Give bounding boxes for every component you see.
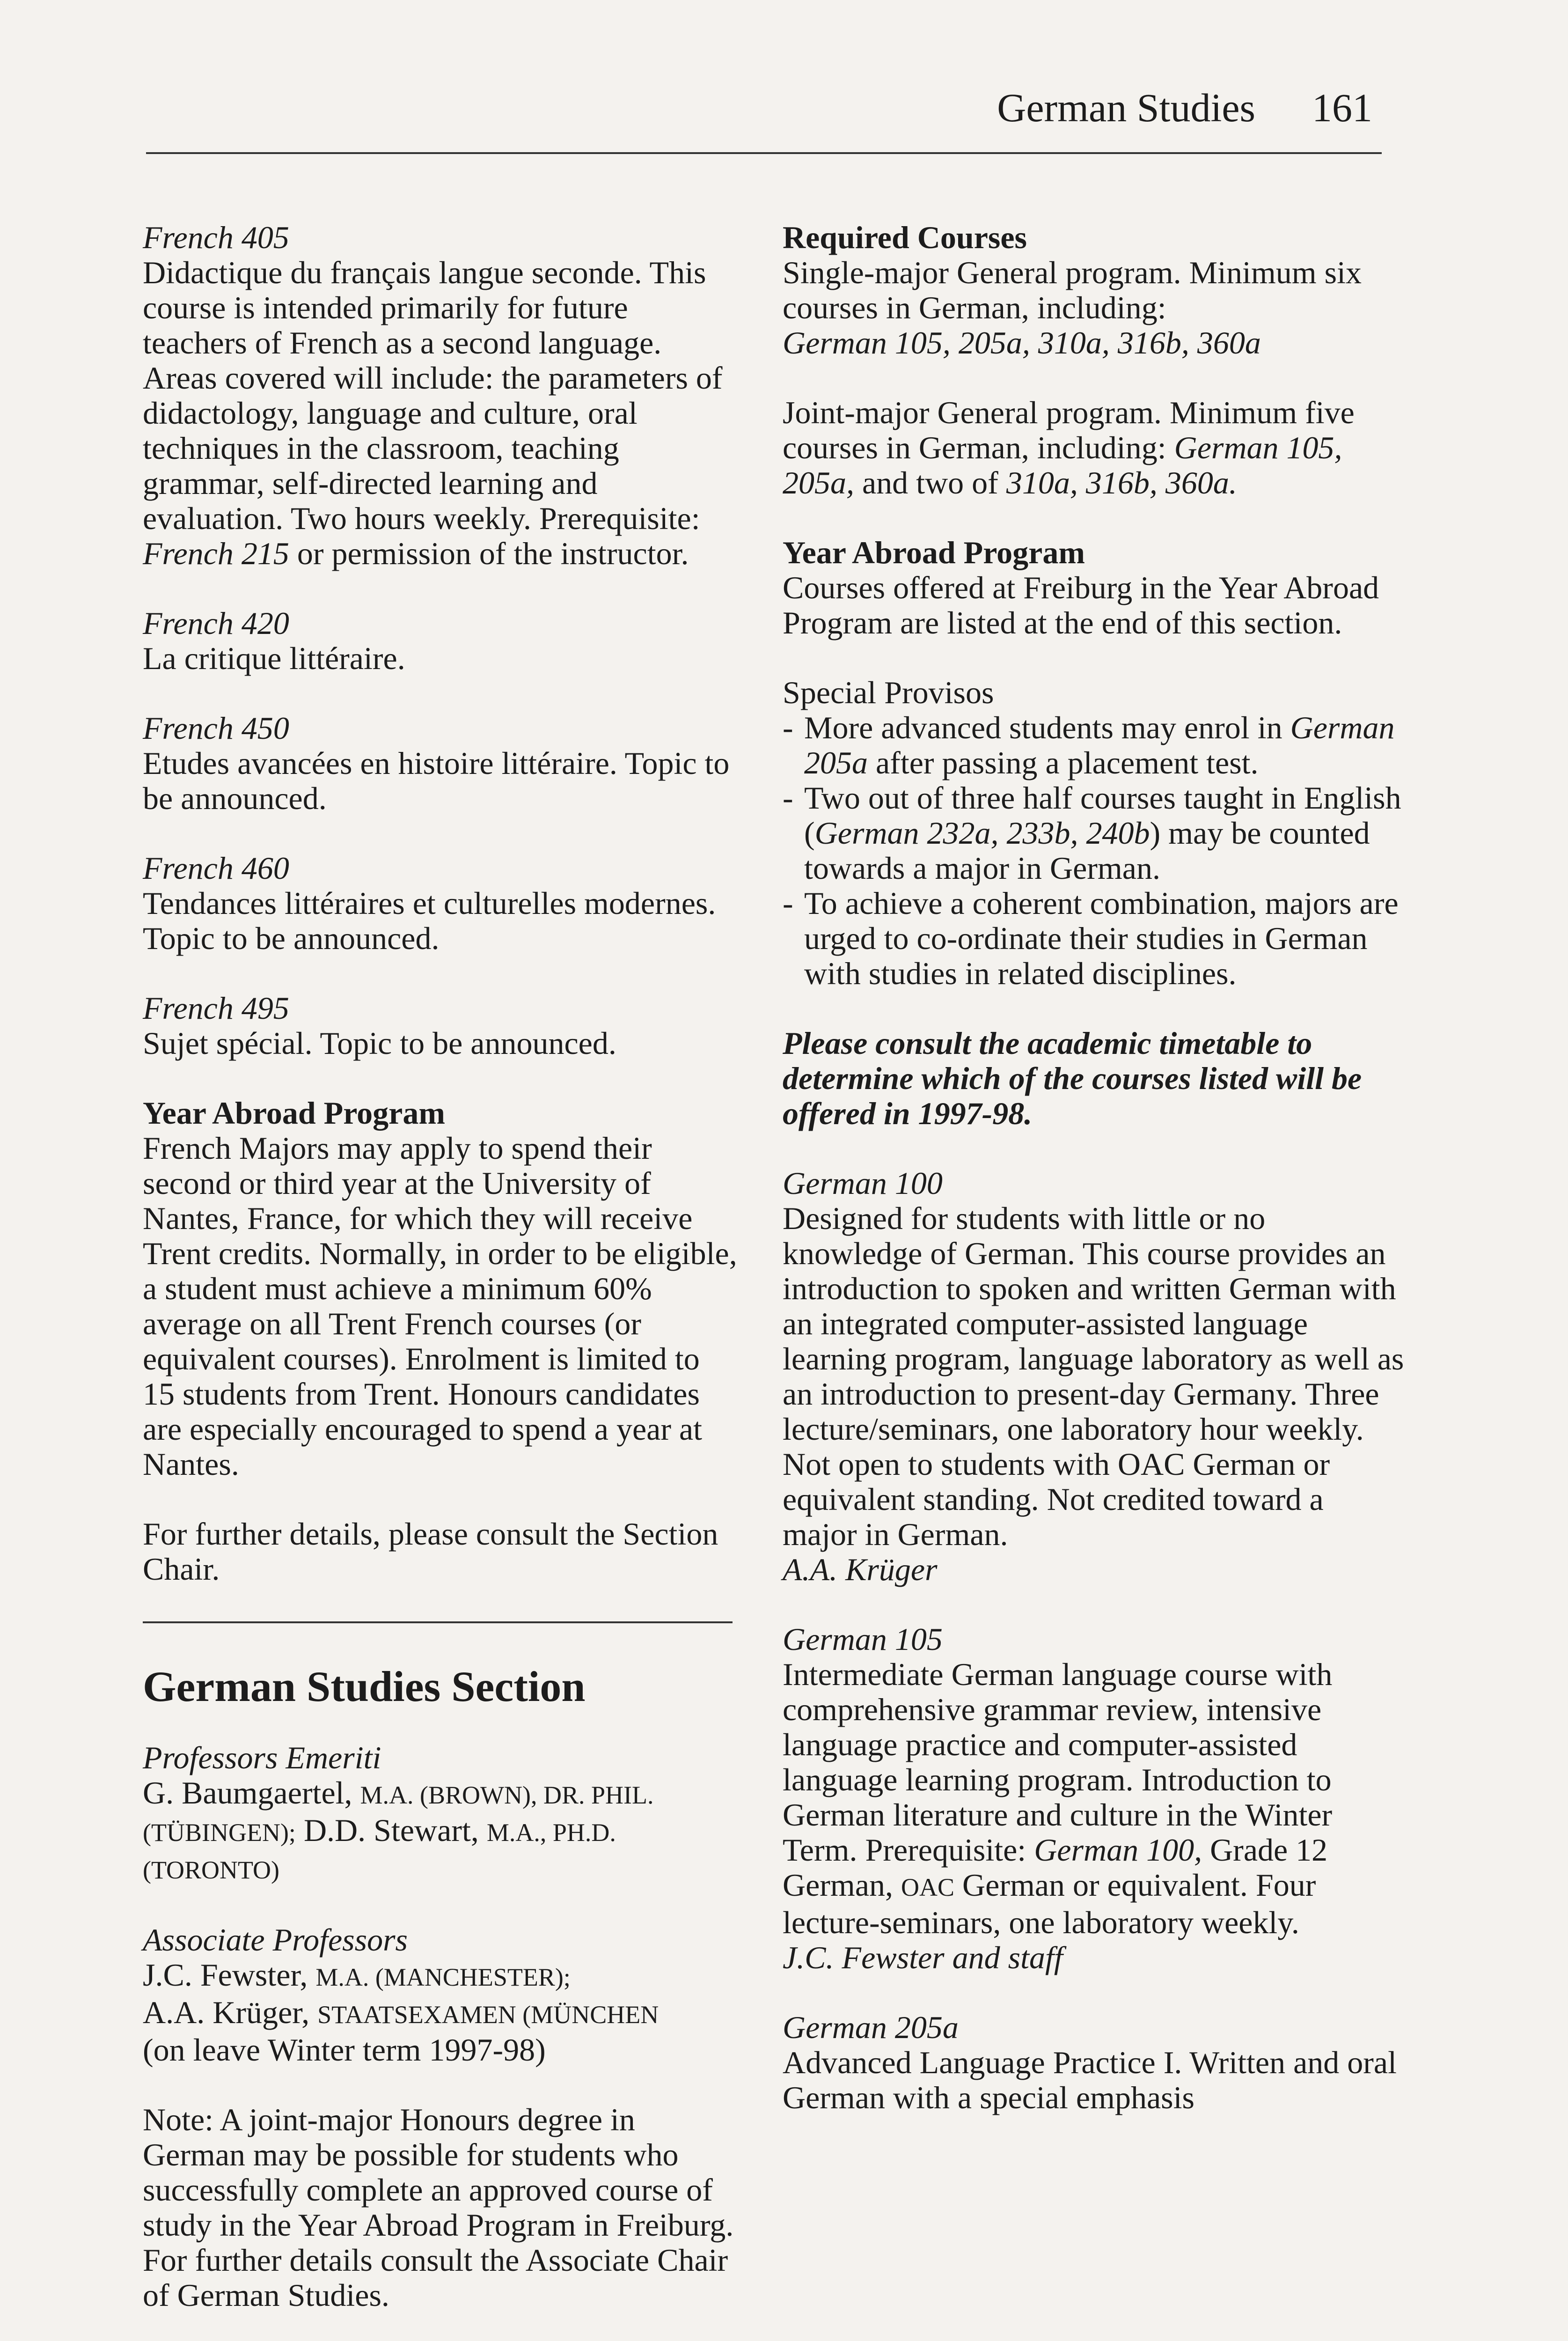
faculty-name: D.D. Stewart, — [303, 1812, 479, 1848]
faculty-credentials: (TORONTO) — [143, 1856, 279, 1884]
faculty-list — [143, 1775, 737, 1888]
desc-text: Didactique du français langue seconde. This course is intended primarily for future teachers of French as a second language. Areas covered will include: the parameters of didactology, language and culture, oral techniques in the classroom, teaching grammar, self-directed learning and evaluation. Two hours weekly. Prerequisite: — [143, 255, 723, 536]
faculty-list — [143, 1958, 737, 2068]
timetable-notice — [783, 1026, 1405, 1131]
course-german-100 — [783, 1166, 1405, 1587]
course-description — [143, 255, 737, 571]
course-code: German 100 — [783, 1165, 943, 1201]
further-details-text: For further details, please consult the Section Chair. — [143, 1516, 718, 1587]
section-title: German Studies Section — [143, 1663, 586, 1710]
page-number: 161 — [1312, 85, 1372, 130]
single-major-text: Single-major General program. Minimum six courses in German, including: — [783, 255, 1362, 325]
faculty-label: Associate Professors — [143, 1922, 408, 1958]
course-instructor: A.A. Krüger — [783, 1552, 938, 1587]
provisos-label: Special Provisos — [783, 675, 994, 710]
timetable-notice-text: Please consult the academic timetable to determine which of the courses listed will be offered in 1997-98. — [783, 1025, 1362, 1131]
right-column — [783, 220, 1405, 2150]
course-code: German 105 — [783, 1621, 943, 1657]
faculty-label: Professors Emeriti — [143, 1740, 381, 1775]
desc-text: German or equivalent. Four lecture-seminars, one laboratory weekly. — [783, 1867, 1316, 1940]
proviso-course: German 205a — [804, 710, 1395, 780]
faculty-credentials: M.A. (MANCHESTER); — [315, 1963, 571, 1991]
faculty-credentials: (TÜBINGEN); — [143, 1818, 296, 1847]
course-description: Advanced Language Practice I. Written and oral German with a special emphasis — [783, 2045, 1397, 2115]
course-french-495 — [143, 991, 737, 1061]
course-code: French 420 — [143, 605, 289, 641]
list-item — [783, 780, 1405, 886]
course-code: French 460 — [143, 850, 289, 886]
section-divider — [143, 1621, 733, 1623]
special-provisos — [783, 675, 1405, 991]
year-abroad-text: French Majors may apply to spend their second or third year at the University of Nantes, France, for which they will receive Trent credits. Normally, in order to be eligible, a student must achieve a minimum 60% average on all Trent French courses (or equivalent courses). Enrolment is limited to 15 students from Trent. Honours candidates are especially encouraged to spend a year at Nantes. — [143, 1130, 737, 1482]
note-text: Note: A joint-major Honours degree in German may be possible for students who successfully complete an approved course of study in the Year Abroad Program in Freiburg. For further details consult the Associate Chair of German Studies. — [143, 2102, 734, 2313]
joint-text: Joint-major General program. Minimum five courses in German, including: — [783, 395, 1355, 465]
joint-courses: German 105, 205a, — [783, 430, 1342, 501]
joint-and: and two of — [862, 465, 998, 501]
course-french-460 — [143, 851, 737, 956]
professors-emeriti — [143, 1740, 737, 1888]
prereq-course: German 100, — [1034, 1832, 1202, 1868]
joint-major-requirements — [783, 395, 1405, 501]
running-title: German Studies — [997, 85, 1255, 130]
prereq-course: French 215 — [143, 536, 289, 571]
faculty-credentials: M.A., PH.D. — [486, 1818, 616, 1847]
course-description — [783, 1657, 1405, 1940]
list-item — [783, 710, 1405, 780]
course-german-105 — [783, 1622, 1405, 1975]
faculty-name: J.C. Fewster, — [143, 1957, 308, 1993]
page-header — [146, 82, 1382, 154]
list-item — [783, 886, 1405, 991]
course-code: French 405 — [143, 220, 289, 255]
associate-professors — [143, 1922, 737, 2068]
course-description: Sujet spécial. Topic to be announced. — [143, 1025, 616, 1061]
joint-major-note — [143, 2102, 737, 2313]
oac-abbrev: OAC — [901, 1873, 955, 1901]
proviso-text: More advanced students may enrol in — [804, 710, 1282, 745]
prereq-rest: or permission of the instructor. — [297, 536, 689, 571]
proviso-course: German 232a, 233b, 240b — [814, 815, 1150, 851]
course-french-450 — [143, 711, 737, 816]
course-french-405 — [143, 220, 737, 571]
course-description: Tendances littéraires et culturelles modernes. Topic to be announced. — [143, 885, 716, 956]
course-description: Designed for students with little or no knowledge of German. This course provides an introduction to spoken and written German with an integrated computer-assisted language learning program, language laboratory as well as an introduction to present-day Germany. Three lecture/seminars, one laboratory hour weekly. Not open to students with OAC German or equivalent standing. Not credited toward a major in German. — [783, 1200, 1404, 1552]
joint-major-text — [783, 395, 1405, 501]
section-heading: Year Abroad Program — [143, 1095, 445, 1131]
single-major-courses: German 105, 205a, 310a, 316b, 360a — [783, 325, 1261, 361]
course-code: French 450 — [143, 710, 289, 746]
course-german-205a — [783, 2010, 1405, 2115]
further-details — [143, 1516, 737, 1587]
german-year-abroad — [783, 535, 1405, 640]
year-abroad-text: Courses offered at Freiburg in the Year Abroad Program are listed at the end of this section. — [783, 570, 1379, 640]
faculty-credentials: M.A. (BROWN), DR. PHIL. — [360, 1781, 654, 1809]
course-code: German 205a — [783, 2010, 959, 2045]
section-heading: Required Courses — [783, 220, 1027, 255]
leave-note: (on leave Winter term 1997-98) — [143, 2032, 546, 2068]
left-column — [143, 220, 737, 2341]
course-description: Etudes avancées en histoire littéraire. Topic to be announced. — [143, 745, 730, 816]
faculty-name: G. Baumgaertel, — [143, 1775, 352, 1811]
faculty-name: A.A. Krüger, — [143, 1995, 310, 2030]
joint-courses: 310a, 316b, 360a. — [1006, 465, 1237, 501]
course-code: French 495 — [143, 990, 289, 1026]
desc-text: Intermediate German language course with comprehensive grammar review, intensive language practice and computer-assisted language learning program. Introduction to German literature and culture in the Winter Term. Prerequisite: — [783, 1656, 1333, 1868]
desc-text: Grade 12 German, — [783, 1832, 1328, 1903]
section-heading: Year Abroad Program — [783, 535, 1085, 570]
faculty-credentials: STAATSEXAMEN (MÜNCHEN — [317, 2001, 659, 2029]
required-courses — [783, 220, 1405, 361]
course-description: La critique littéraire. — [143, 640, 405, 676]
french-year-abroad — [143, 1096, 737, 1482]
course-french-420 — [143, 606, 737, 676]
proviso-text: after passing a placement test. — [876, 745, 1259, 780]
course-instructor: J.C. Fewster and staff — [783, 1940, 1063, 1975]
proviso-text: To achieve a coherent combination, majors are urged to co-ordinate their studies in German with studies in related disciplines. — [804, 885, 1399, 991]
provisos-list — [783, 710, 1405, 991]
proviso-text: ) may be counted towards a major in German. — [804, 815, 1370, 886]
proviso-text: Two out of three half courses taught in English ( — [804, 780, 1401, 851]
